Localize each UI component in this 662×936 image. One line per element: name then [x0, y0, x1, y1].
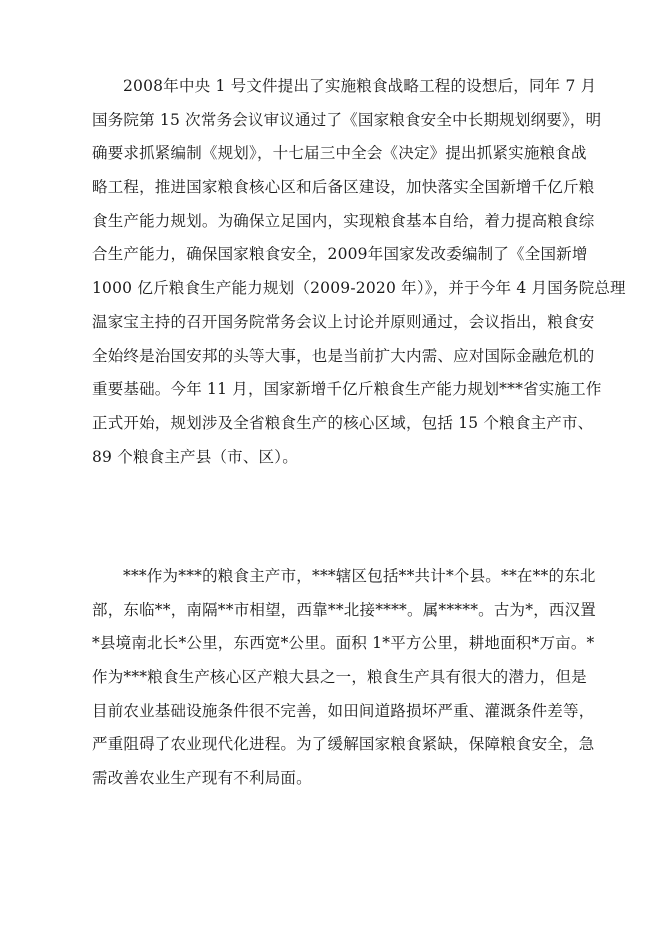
paragraph-line: 2008年中央 1 号文件提出了实施粮食战略工程的设想后，同年 7 月 [123, 77, 597, 95]
paragraph-line: 温家宝主持的召开国务院常务会议上讨论并原则通过，会议指出，粮食安 [92, 312, 595, 331]
paragraph-line: 目前农业基础设施条件很不完善，如田间道路损坏严重、灌溉条件差等， [92, 701, 595, 720]
paragraph-line: 国务院第 15 次常务会议审议通过了《国家粮食安全中长期规划纲要》，明 [92, 110, 602, 129]
paragraph-line: 全始终是治国安邦的头等大事，也是当前扩大内需、应对国际金融危机的 [92, 346, 595, 365]
paragraph-line: 1000 亿斤粮食生产能力规划（2009-2020 年）》，并于今年 4 月国务院总理 [92, 279, 626, 298]
paragraph-line: 严重阻碍了农业现代化进程。为了缓解国家粮食紧缺，保障粮食安全，急 [92, 735, 595, 754]
paragraph-line: 正式开始，规划涉及全省粮食生产的核心区域，包括 15 个粮食主产市、 [92, 413, 594, 432]
paragraph-line: ***作为***的粮食主产市，***辖区包括**共计*个县。**在**的东北 [123, 567, 596, 585]
paragraph-line: 部，东临**，南隔**市相望，西靠**北接****。属*****。古为*，西汉置 [92, 600, 597, 619]
paragraph-line: 作为***粮食生产核心区产粮大县之一，粮食生产具有很大的潜力，但是 [92, 668, 587, 687]
paragraph-1 [92, 70, 626, 474]
paragraph-line: 重要基础。今年 11 月，国家新增千亿斤粮食生产能力规划***省实施工作 [92, 380, 602, 399]
paragraph-line: 略工程，推进国家粮食核心区和后备区建设，加快落实全国新增千亿斤粮 [92, 178, 595, 197]
paragraph-2 [92, 560, 597, 796]
paragraph-line: 89 个粮食主产县（市、区）。 [92, 447, 298, 466]
paragraph-line: *县境南北长*公里，东西宽*公里。面积 1*平方公里，耕地面积*万亩。* [92, 634, 595, 653]
paragraph-line: 合生产能力，确保国家粮食安全，2009年国家发改委编制了《全国新增 [92, 245, 588, 264]
paragraph-line: 需改善农业生产现有不利局面。 [92, 769, 312, 788]
paragraph-line: 确要求抓紧编制《规划》，十七届三中全会《决定》提出抓紧实施粮食战 [92, 144, 587, 163]
paragraph-line: 食生产能力规划。为确保立足国内，实现粮食基本自给，着力提高粮食综 [92, 211, 595, 230]
